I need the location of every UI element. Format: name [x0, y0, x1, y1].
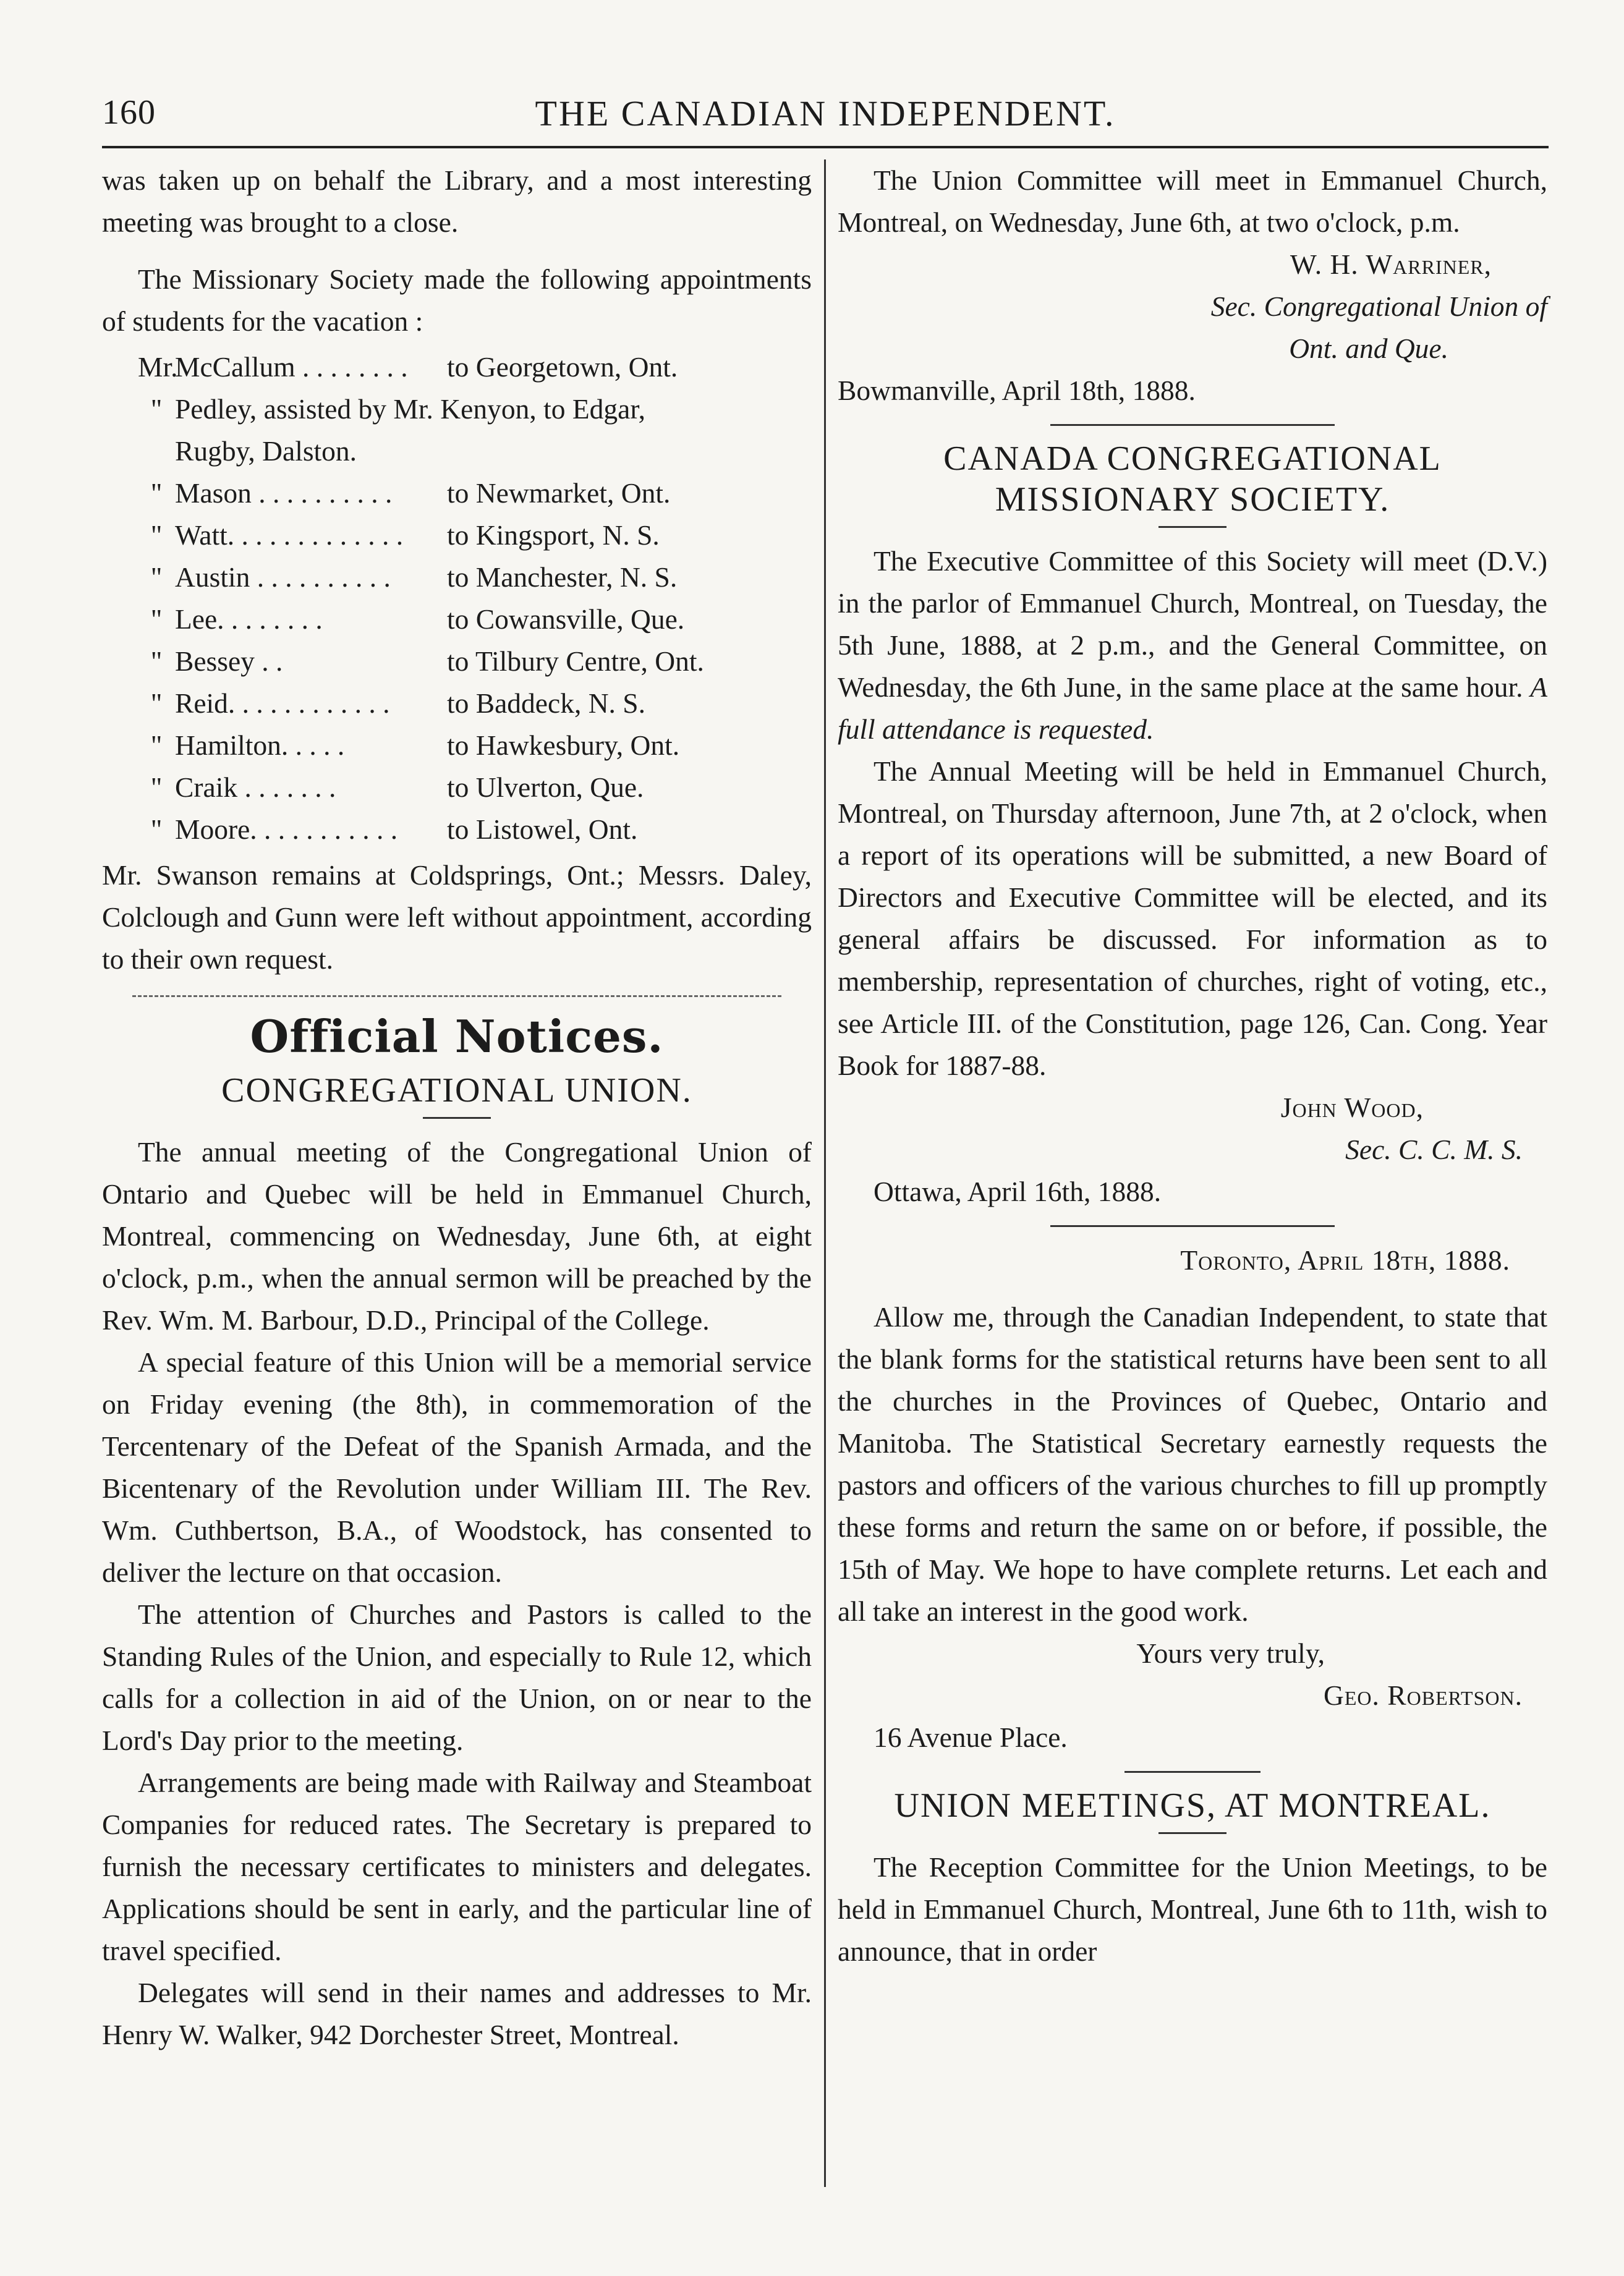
appointment-mark: " — [150, 687, 163, 719]
section-divider — [132, 995, 781, 997]
section-divider — [1050, 424, 1335, 426]
signature-text: Geo. Robertson. — [1324, 1679, 1523, 1711]
cu-paragraph-4: Arrangements are being made with Railway and Steamboat Companies for reduced rates. The Secretary is prepared to furnish the necessary certificates to ministers and delegates. Applications should be sent in early, and the particular line of travel specified. — [102, 1767, 812, 1966]
destination: to Newmarket, Ont. — [447, 477, 671, 509]
student-name: Mason . . . . . . . . . . — [175, 477, 393, 509]
destination: to Listowel, Ont. — [447, 813, 638, 845]
cu-paragraph-5: Delegates will send in their names and addresses to Mr. Henry W. Walker, 942 Dorchester Street, Montreal. — [102, 1977, 812, 2050]
signature-text: John Wood, — [1280, 1092, 1424, 1123]
journal-title: THE CANADIAN INDEPENDENT. — [535, 93, 1116, 134]
heading-rule — [423, 1117, 491, 1119]
signature-name — [838, 1675, 1547, 1717]
congregational-union-heading: CONGREGATIONAL UNION. — [221, 1071, 692, 1110]
appointment-row — [138, 809, 812, 851]
cu-paragraph-2: A special feature of this Union will be a memorial service on Friday evening (the 8th), in commemoration of the Tercentenary of the Defeat of the Spanish Armada, and the Bicentenary of the Revolution under William III. The Rev. Wm. Cuthbertson, B.A., of Woodstock, has consented to deliver the lecture on that occasion. — [102, 1346, 812, 1588]
student-name: Pedley, assisted by Mr. Kenyon, to Edgar, — [175, 393, 646, 425]
appointment-row — [138, 346, 812, 388]
destination: to Georgetown, Ont. — [447, 351, 678, 383]
official-notices-heading: Official Notices. — [250, 1010, 664, 1063]
dateline: Bowmanville, April 18th, 1888. — [838, 375, 1196, 406]
appointments-list — [138, 346, 812, 851]
union-meetings-heading: UNION MEETINGS, AT MONTREAL. — [894, 1786, 1491, 1825]
library-paragraph: was taken up on behalf the Library, and a most interesting meeting was brought to a close. — [102, 164, 812, 238]
missionary-paragraph: The Missionary Society made the following appointments of students for the vacation : — [102, 263, 812, 337]
page-header — [102, 93, 1549, 142]
dateline: Ottawa, April 16th, 1888. — [874, 1176, 1162, 1207]
section-divider — [1050, 1225, 1335, 1227]
ccms-paragraph-1 — [838, 540, 1547, 750]
signature-title: Sec. Congregational Union of — [1210, 291, 1547, 322]
appointment-mark: " — [150, 645, 163, 677]
signature-title-2: Ont. and Que. — [1289, 333, 1448, 364]
appointment-row — [138, 430, 812, 472]
closing: Yours very truly, — [1136, 1637, 1325, 1669]
appointment-mark: " — [150, 813, 163, 845]
section-divider — [1124, 1771, 1261, 1773]
dateline — [838, 1239, 1547, 1281]
appointment-mark: " — [150, 561, 163, 593]
attendance-note: A full attendance is requested. — [838, 671, 1547, 745]
student-name: Craik . . . . . . . — [175, 771, 336, 803]
appointment-row — [138, 472, 812, 514]
student-name: Rugby, Dalston. — [175, 435, 357, 467]
destination: to Cowansville, Que. — [447, 603, 685, 635]
appointment-mark: " — [150, 603, 163, 635]
header-rule — [102, 146, 1549, 148]
student-name: Bessey . . — [175, 645, 283, 677]
signature-text: W. H. Warriner, — [1290, 248, 1492, 280]
appointment-mark: " — [150, 393, 163, 425]
signature-title: Sec. C. C. M. S. — [1345, 1134, 1523, 1165]
column-divider — [824, 159, 826, 2187]
appointment-row — [138, 640, 812, 682]
appointment-row — [138, 514, 812, 556]
dateline-text: Toronto, April 18th, 1888. — [1180, 1244, 1510, 1276]
right-column — [838, 159, 1547, 1972]
ccms-paragraph-2: The Annual Meeting will be held in Emmanuel Church, Montreal, on Thursday afternoon, June 7th, at 2 o'clock, when a report of its operations will be submitted, a new Board of Directors and Executive Committee will be elected, and its general affairs be discussed. For information as to membership, representation of churches, right of voting, etc., see Article III. of the Constitution, page 126, Can. Cong. Year Book for 1887-88. — [838, 755, 1547, 1081]
appointment-row — [138, 766, 812, 809]
student-name: Moore. . . . . . . . . . . — [175, 813, 398, 845]
student-name: Watt. . . . . . . . . . . . . — [175, 519, 404, 551]
heading-rule — [1158, 1832, 1227, 1834]
appointment-row — [138, 556, 812, 598]
page-number: 160 — [102, 93, 156, 132]
student-name: Austin . . . . . . . . . . — [175, 561, 391, 593]
appointment-row — [138, 388, 812, 430]
reception-paragraph: The Reception Committee for the Union Meetings, to be held in Emmanuel Church, Montreal, June 6th to 11th, wish to announce, that in order — [838, 1851, 1547, 1967]
ccms-heading: CANADA CONGREGATIONAL MISSIONARY SOCIETY. — [943, 439, 1442, 519]
signature-name — [838, 1087, 1547, 1129]
student-name: Reid. . . . . . . . . . . . — [175, 687, 390, 719]
appointment-row — [138, 598, 812, 640]
left-column — [102, 159, 812, 2056]
union-committee-paragraph: The Union Committee will meet in Emmanuel Church, Montreal, on Wednesday, June 6th, at two o'clock, p.m. — [838, 164, 1547, 238]
appointment-mark: " — [150, 771, 163, 803]
student-name: McCallum . . . . . . . . — [175, 351, 408, 383]
address-line: 16 Avenue Place. — [874, 1722, 1068, 1753]
appointment-mark — [138, 430, 175, 472]
appointment-mark: " — [150, 519, 163, 551]
swanson-paragraph: Mr. Swanson remains at Coldsprings, Ont.; Messrs. Daley, Colclough and Gunn were left without appointment, according to their own request. — [102, 859, 812, 975]
appointment-mark: " — [150, 477, 163, 509]
student-name: Lee. . . . . . . . — [175, 603, 323, 635]
destination: to Ulverton, Que. — [447, 771, 644, 803]
appointment-row — [138, 682, 812, 724]
student-name: Hamilton. . . . . — [175, 729, 345, 761]
cu-paragraph-3: The attention of Churches and Pastors is called to the Standing Rules of the Union, and especially to Rule 12, which calls for a collection in aid of the Union, on or near to the Lord's Day prior to the meeting. — [102, 1599, 812, 1756]
destination: to Hawkesbury, Ont. — [447, 729, 680, 761]
cu-paragraph-1: The annual meeting of the Congregational Union of Ontario and Quebec will be held in Emmanuel Church, Montreal, commencing on Wednesday, June 6th, at eight o'clock, p.m., when the annual sermon will be preached by the Rev. Wm. M. Barbour, D.D., Principal of the College. — [102, 1136, 812, 1336]
ccms-paragraph-1-text: The Executive Committee of this Society will meet (D.V.) in the parlor of Emmanuel Church, Montreal, on Tuesday, the 5th June, 1888, at 2 p.m., and the General Committee, on Wednesday, the 6th June, in the same place at the same hour. — [838, 545, 1547, 703]
destination: to Baddeck, N. S. — [447, 687, 645, 719]
appointment-mark: " — [150, 729, 163, 761]
appointment-mark: Mr. — [138, 351, 178, 383]
appointment-row — [138, 724, 812, 766]
destination: to Kingsport, N. S. — [447, 519, 660, 551]
statistics-paragraph: Allow me, through the Canadian Independent, to state that the blank forms for the statistical returns have been sent to all the churches in the Provinces of Quebec, Ontario and Manitoba. The Statistical Secretary earnestly requests the pastors and officers of the various churches to fill up promptly these forms and return the same on or before, if possible, the 15th of May. We hope to have complete returns. Let each and all take an interest in the good work. — [838, 1301, 1547, 1627]
destination: to Manchester, N. S. — [447, 561, 678, 593]
signature-name — [838, 244, 1547, 286]
destination: to Tilbury Centre, Ont. — [447, 645, 704, 677]
heading-rule — [1158, 526, 1227, 528]
